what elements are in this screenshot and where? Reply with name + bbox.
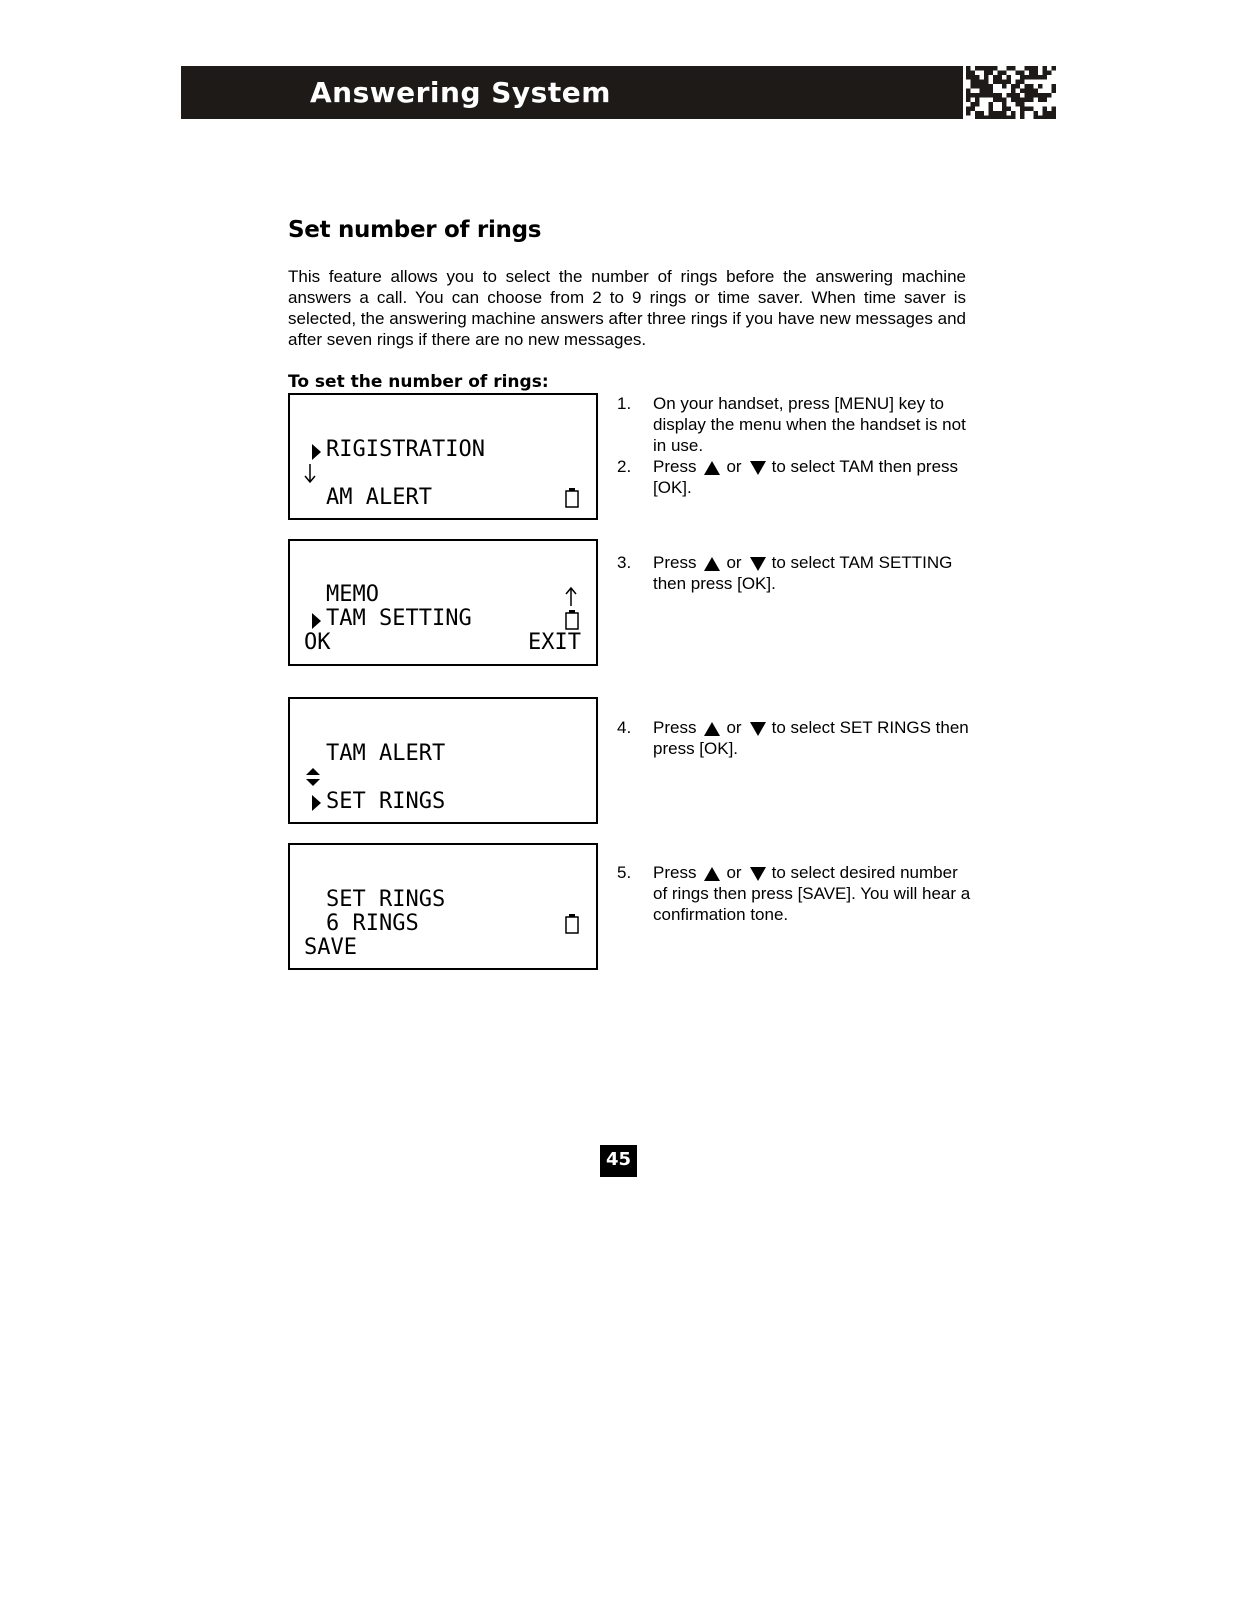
lcd-line-2: AM ALERT (326, 485, 432, 510)
lcd-line-2: TAM SETTING (326, 606, 472, 631)
page-number: 45 (600, 1145, 637, 1177)
battery-icon (565, 610, 579, 630)
step-or-label: or (726, 457, 742, 476)
lcd-screen-2 (288, 539, 598, 666)
step-or-label: or (726, 553, 742, 572)
section-title: Set number of rings (288, 217, 542, 243)
right-softkey-label: EXIT (528, 630, 581, 655)
right-triangle-icon (312, 613, 321, 629)
lcd-line-1: TAM ALERT (326, 741, 446, 766)
step-press-label: Press (653, 863, 697, 882)
step-press-label: Press (653, 718, 697, 737)
step-instruction: to select desired number of rings then press [SAVE]. You will hear a confirmation tone. (653, 863, 971, 924)
up-triangle-icon (704, 722, 720, 736)
intro-paragraph: This feature allows you to select the number of rings before the answering machine answers a call. You can choose from 2 to 9 rings or time saver. When time saver is selected, the answering machine answers after three rings if you have new messages and after seven rings if there are no new messages. (288, 267, 966, 349)
left-softkey-label: OK (304, 630, 331, 655)
lcd-line-2: 6 RINGS (326, 911, 419, 936)
step-number: 3. (617, 553, 632, 572)
step-or-label: or (726, 718, 742, 737)
down-triangle-icon (750, 461, 766, 475)
step-or-label: or (726, 863, 742, 882)
up-triangle-icon (704, 867, 720, 881)
step-number: 4. (617, 718, 632, 737)
up-down-arrows-icon (305, 767, 321, 787)
battery-icon (565, 488, 579, 508)
lcd-line-2: SET RINGS (326, 789, 446, 814)
step-instruction: to select SET RINGS then press [OK]. (653, 718, 969, 758)
checker-pattern-graphic (966, 66, 1056, 119)
step-press-label: Press (653, 457, 697, 476)
lcd-line-1: RIGISTRATION (326, 437, 485, 462)
lcd-line-1: SET RINGS (326, 887, 446, 912)
lcd-screen-1 (288, 393, 598, 520)
step-number: 2. (617, 457, 632, 476)
step-text: On your handset, press [MENU] key to display the menu when the handset is not in use. (653, 394, 966, 455)
page-header-title: Answering System (310, 76, 611, 109)
down-triangle-icon (750, 722, 766, 736)
battery-icon (565, 914, 579, 934)
step-number: 1. (617, 394, 632, 413)
down-arrow-icon (304, 463, 316, 483)
up-triangle-icon (704, 461, 720, 475)
step-text (653, 552, 973, 594)
lcd-screen-4 (288, 843, 598, 970)
lcd-line-1: MEMO (326, 582, 379, 607)
step-number: 5. (617, 863, 632, 882)
step-press-label: Press (653, 553, 697, 572)
up-arrow-icon (565, 587, 577, 607)
step-text (653, 717, 973, 759)
down-triangle-icon (750, 867, 766, 881)
lcd-screen-3 (288, 697, 598, 824)
left-softkey-label: SAVE (304, 935, 357, 960)
down-triangle-icon (750, 557, 766, 571)
step-instruction: to select TAM then press [OK]. (653, 457, 959, 497)
right-triangle-icon (312, 795, 321, 811)
procedure-heading: To set the number of rings: (288, 372, 549, 392)
step-text (653, 456, 973, 498)
up-triangle-icon (704, 557, 720, 571)
step-instruction: to select TAM SETTING then press [OK]. (653, 553, 953, 593)
right-triangle-icon (312, 444, 321, 460)
step-text (653, 862, 973, 925)
